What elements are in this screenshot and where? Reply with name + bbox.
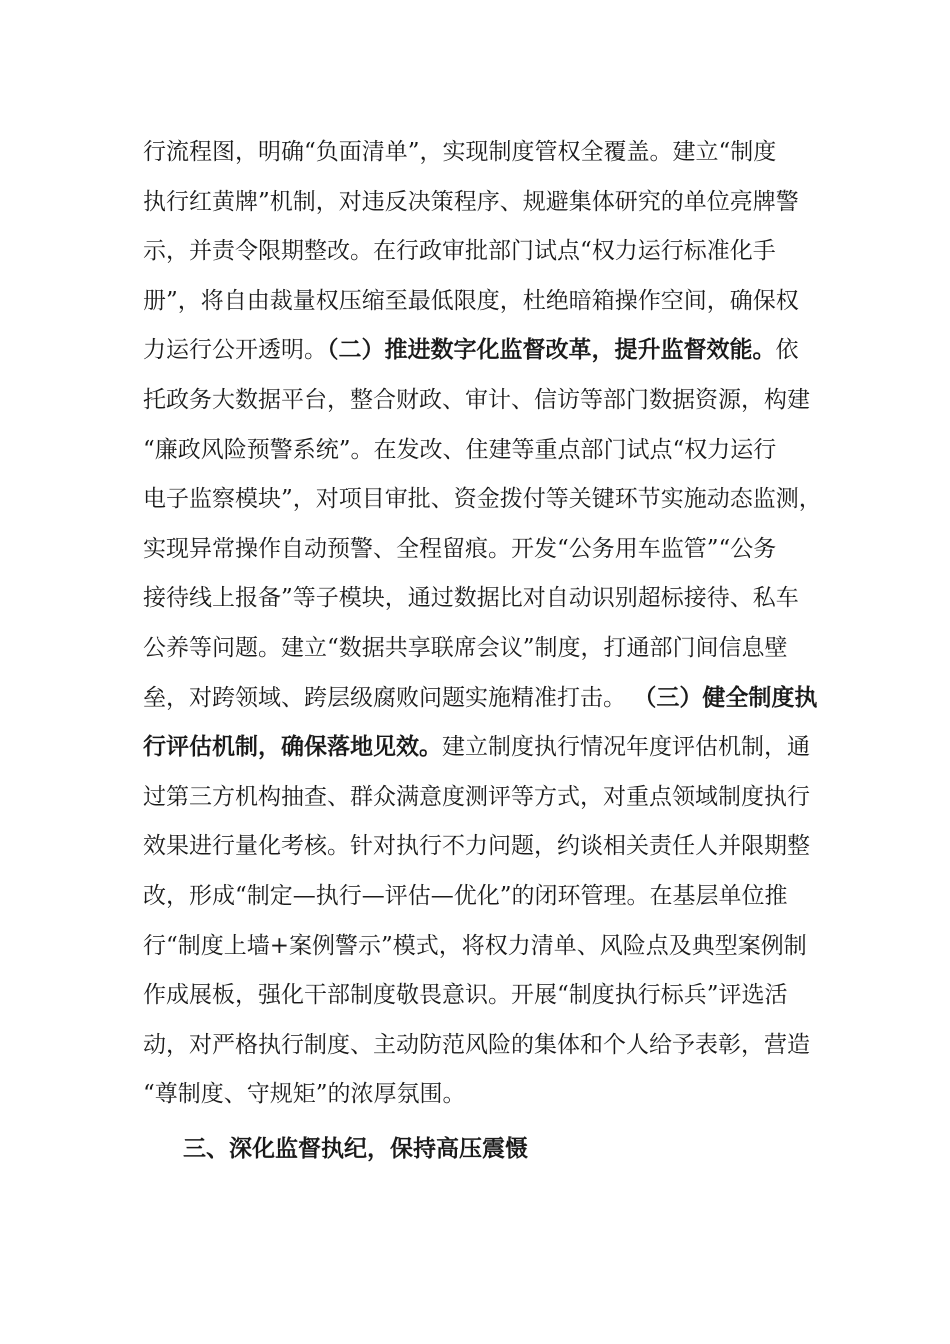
text-segment: 依 <box>775 337 799 364</box>
text-line <box>143 177 823 227</box>
text-segment: 接待线上报备”等子模块，通过数据比对自动识别超标接待、私车 <box>143 585 799 612</box>
text-segment: 行“制度上墙+案例警示”模式，将权力清单、风险点及典型案例制 <box>143 932 807 959</box>
text-line <box>143 673 823 723</box>
text-segment: 示，并责令限期整改。在行政审批部门试点“权力运行标准化手 <box>143 238 776 265</box>
section-heading: 三、深化监督执纪，保持高压震慑 <box>183 1135 528 1162</box>
text-line <box>143 970 823 1020</box>
text-line <box>143 226 823 276</box>
text-segment: 效果进行量化考核。针对执行不力问题，约谈相关责任人并限期整 <box>143 833 810 860</box>
text-segment: “尊制度、守规矩”的浓厚氛围。 <box>143 1081 466 1108</box>
text-segment: 行流程图，明确“负面清单”，实现制度管权全覆盖。建立“制度 <box>143 139 777 165</box>
text-line <box>143 474 823 524</box>
text-line <box>143 772 823 822</box>
bold-subheading: 行评估机制，确保落地见效。 <box>143 733 442 761</box>
text-line <box>143 921 823 971</box>
text-segment: 改，形成“制定—执行—评估—优化”的闭环管理。在基层单位推 <box>143 883 788 909</box>
text-line <box>143 573 823 623</box>
text-segment: 册”，将自由裁量权压缩至最低限度，杜绝暗箱操作空间，确保权 <box>143 287 799 314</box>
text-segment: 建立制度执行情况年度评估机制，通 <box>442 734 810 761</box>
text-segment: 实现异常操作自动预警、全程留痕。开发“公务用车监管”“公务 <box>143 535 777 562</box>
text-line <box>143 722 823 772</box>
text-segment: 过第三方机构抽查、群众满意度测评等方式，对重点领域制度执行 <box>143 783 810 810</box>
text-segment: 动，对严格执行制度、主动防范风险的集体和个人给予表彰，营造 <box>143 1031 810 1058</box>
text-segment: 执行红黄牌”机制，对违反决策程序、规避集体研究的单位亮牌警 <box>143 188 799 215</box>
bold-subheading: （三）健全制度执 <box>633 683 818 711</box>
text-line <box>143 325 823 375</box>
text-segment: 作成展板，强化干部制度敬畏意识。开展“制度执行标兵”评选活 <box>143 982 788 1009</box>
text-segment: 力运行公开透明。 <box>143 337 327 364</box>
text-line <box>143 623 823 673</box>
text-segment: “廉政风险预警系统”。在发改、住建等重点部门试点“权力运行 <box>143 436 777 463</box>
text-line <box>143 276 823 326</box>
text-segment: 公养等问题。建立“数据共享联席会议”制度，打通部门间信息壁 <box>143 635 788 661</box>
text-line <box>143 127 823 177</box>
text-line <box>143 821 823 871</box>
text-segment: 垒，对跨领域、跨层级腐败问题实施精准打击。 <box>143 684 634 711</box>
text-line <box>143 1020 823 1070</box>
text-line <box>143 871 823 921</box>
bold-subheading: （二）推进数字化监督改革，提升监督效能。 <box>327 336 776 364</box>
text-segment: 托政务大数据平台，整合财政、审计、信访等部门数据资源，构建 <box>143 387 810 413</box>
text-segment: 电子监察模块”，对项目审批、资金拨付等关键环节实施动态监测， <box>143 486 822 513</box>
text-line <box>143 1069 823 1119</box>
text-line <box>143 425 823 475</box>
text-line <box>143 524 823 574</box>
text-line <box>143 375 823 425</box>
